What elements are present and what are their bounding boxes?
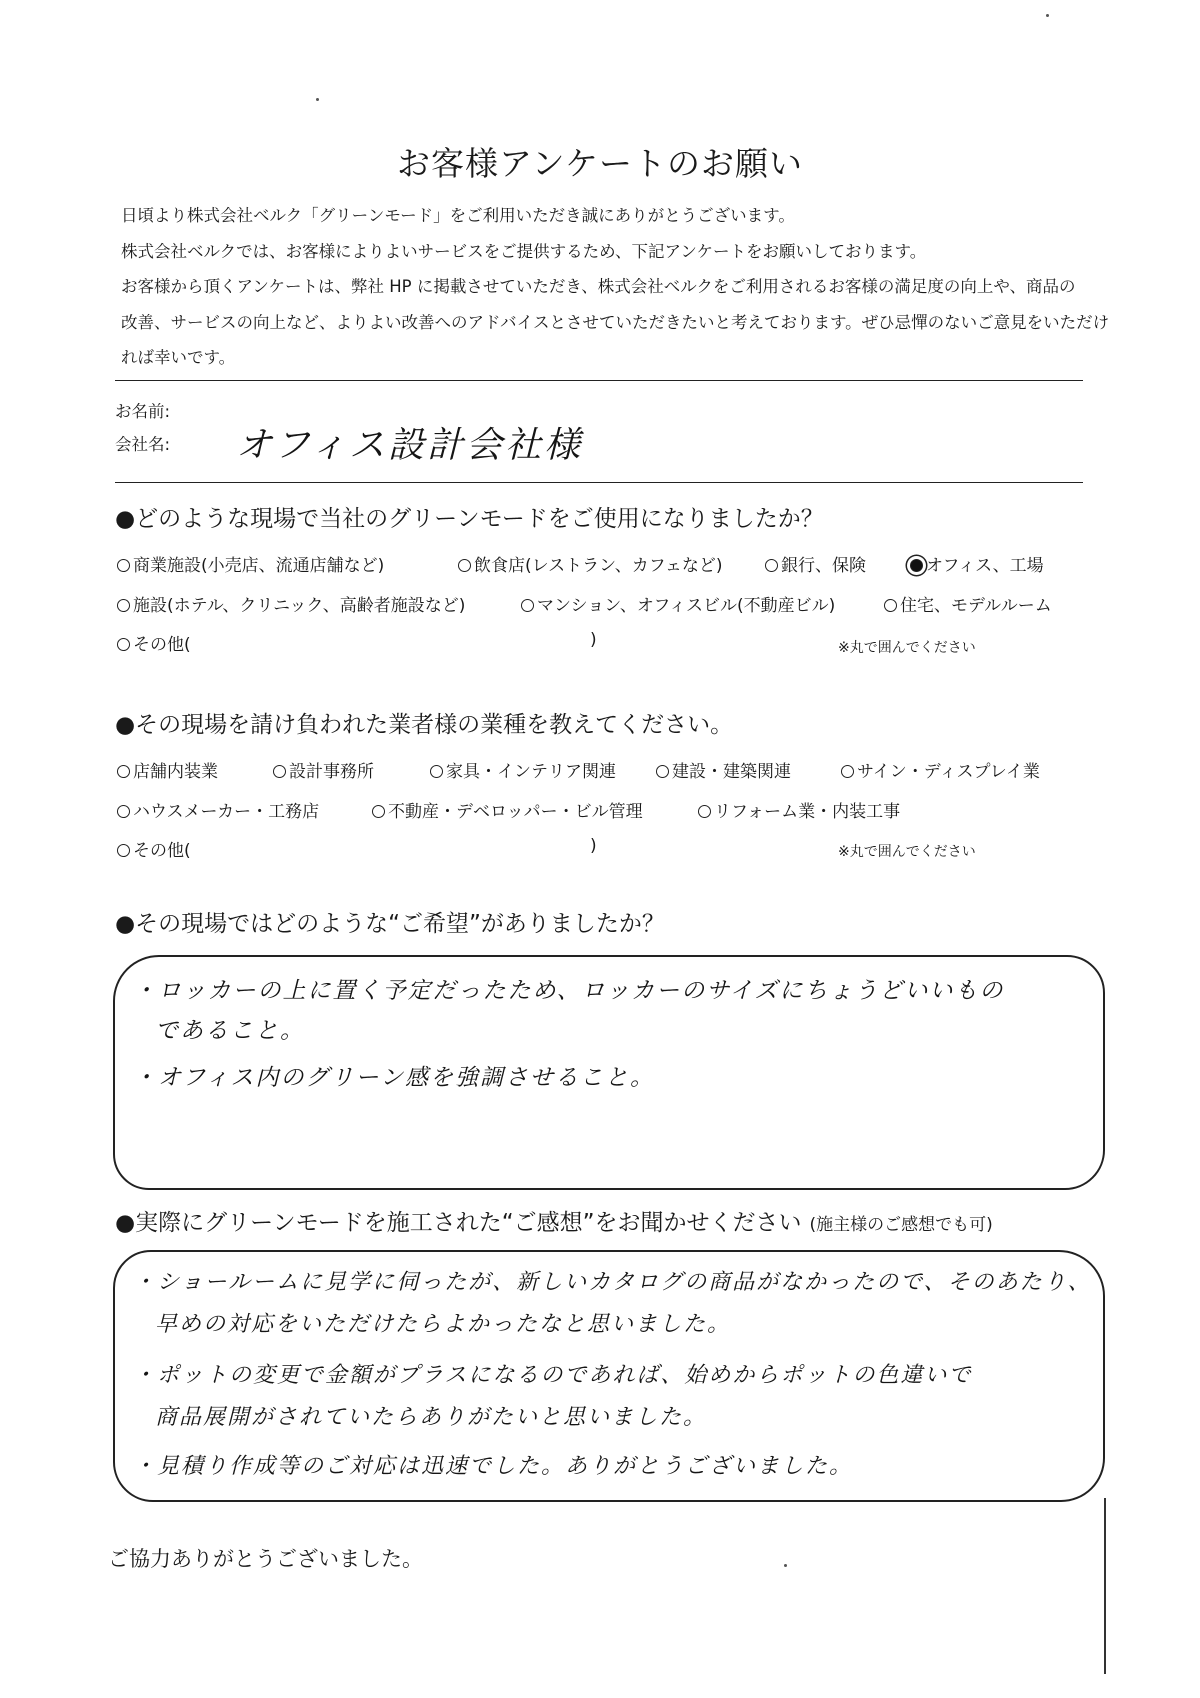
impressions-answer-line: ・ショールームに見学に伺ったが、新しいカタログの商品がなかったので、そのあたり、 xyxy=(133,1270,1092,1295)
radio-circle-icon xyxy=(273,765,286,778)
wishes-answer-line: であること。 xyxy=(155,1018,305,1044)
option-facility: 施設(ホテル、クリニック、高齢者施設など) xyxy=(117,591,465,616)
question-impressions-note: (施主様のご感想でも可) xyxy=(809,1215,993,1235)
option-restaurant: 飲食店(レストラン、カフェなど) xyxy=(458,551,723,576)
option-other-close: ) xyxy=(590,630,597,650)
intro-line-5: れば幸いです。 xyxy=(121,348,236,367)
option-housemaker: ハウスメーカー・工務店 xyxy=(117,797,319,822)
thank-you-footer: ご協力ありがとうございました。 xyxy=(108,1547,423,1571)
radio-circle-icon xyxy=(656,765,669,778)
radio-circle-icon xyxy=(698,805,711,818)
radio-circle-icon xyxy=(458,559,471,572)
option-commercial: 商業施設(小売店、流通店舗など) xyxy=(117,551,384,576)
radio-circle-icon xyxy=(430,765,443,778)
scan-speck xyxy=(316,98,319,101)
company-label: 会社名: xyxy=(115,435,171,454)
wishes-answer-line: ・ロッカーの上に置く予定だったため、ロッカーのサイズにちょうどいいもの xyxy=(133,978,1005,1004)
question-wishes: ●その現場ではどのような“ご希望”がありましたか？ xyxy=(115,911,665,937)
option-realestate: 不動産・デベロッパー・ビル管理 xyxy=(372,797,643,822)
option-store-interior: 店舗内装業 xyxy=(117,757,218,782)
impressions-answer-line: ・ポットの変更で金額がプラスになるのであれば、始めからポットの色違いで xyxy=(133,1363,973,1388)
option-bank: 銀行、保険 xyxy=(765,551,866,576)
company-name-handwritten: オフィス設計会社様 xyxy=(236,425,584,466)
divider-bottom xyxy=(115,482,1083,483)
divider-top xyxy=(115,380,1083,381)
circle-note: ※丸で囲んでください xyxy=(838,640,976,656)
option-mansion: マンション、オフィスビル(不動産ビル) xyxy=(521,591,835,616)
radio-circle-icon xyxy=(117,559,130,572)
impressions-answer-line: ・見積り作成等のご対応は迅速でした。ありがとうございました。 xyxy=(133,1454,854,1479)
intro-line-1: 日頃より株式会社ベルク「グリーンモード」をご利用いただき誠にありがとうございます。 xyxy=(121,206,795,225)
wishes-answer-line: ・オフィス内のグリーン感を強調させること。 xyxy=(133,1065,656,1091)
radio-circle-icon xyxy=(117,844,130,857)
option-other-2-close: ) xyxy=(590,836,597,856)
radio-circle-icon xyxy=(841,765,854,778)
scan-speck xyxy=(1046,14,1049,17)
radio-circle-icon xyxy=(521,599,534,612)
intro-line-4: 改善、サービスの向上など、よりよい改善へのアドバイスとさせていただきたいと考えております。ぜひ忌憚のないご意見をいただけ xyxy=(121,313,1110,332)
selected-circle-icon xyxy=(910,559,923,572)
option-office-selected: オフィス、工場 xyxy=(910,551,1044,576)
radio-circle-icon xyxy=(884,599,897,612)
scan-margin-line xyxy=(1104,1498,1106,1674)
radio-circle-icon xyxy=(765,559,778,572)
option-other-2: その他( xyxy=(117,836,191,861)
name-label: お名前: xyxy=(115,402,171,421)
radio-circle-icon xyxy=(117,765,130,778)
option-construction: 建設・建築関連 xyxy=(656,757,791,782)
option-housing: 住宅、モデルルーム xyxy=(884,591,1052,616)
radio-circle-icon xyxy=(117,599,130,612)
option-signage: サイン・ディスプレイ業 xyxy=(841,757,1040,782)
page-title: お客様アンケートのお願い xyxy=(396,144,804,183)
question-contractor: ●その現場を請け負われた業者様の業種を教えてください。 xyxy=(115,712,734,738)
radio-circle-icon xyxy=(117,638,130,651)
radio-circle-icon xyxy=(117,805,130,818)
question-impressions: ●実際にグリーンモードを施工された“ご感想”をお聞かせください (施主様のご感想でも可) xyxy=(115,1210,993,1236)
radio-circle-icon xyxy=(372,805,385,818)
option-design-office: 設計事務所 xyxy=(273,757,374,782)
option-reform: リフォーム業・内装工事 xyxy=(698,797,900,822)
impressions-answer-line: 商品展開がされていたらありがたいと思いました。 xyxy=(155,1405,708,1430)
impressions-answer-line: 早めの対応をいただけたらよかったなと思いました。 xyxy=(155,1312,732,1337)
question-venue: ●どのような現場で当社のグリーンモードをご使用になりましたか？ xyxy=(115,506,824,532)
intro-line-2: 株式会社ベルクでは、お客様によりよいサービスをご提供するため、下記アンケートをお願いしております。 xyxy=(121,242,927,261)
intro-line-3: お客様から頂くアンケートは、弊社 HP に掲載させていただき、株式会社ベルクをご利用されるお客様の満足度の向上や、商品の xyxy=(121,277,1076,296)
circle-note-2: ※丸で囲んでください xyxy=(838,844,976,860)
scan-speck xyxy=(784,1564,787,1567)
option-furniture: 家具・インテリア関連 xyxy=(430,757,616,782)
option-other: その他( xyxy=(117,630,191,655)
